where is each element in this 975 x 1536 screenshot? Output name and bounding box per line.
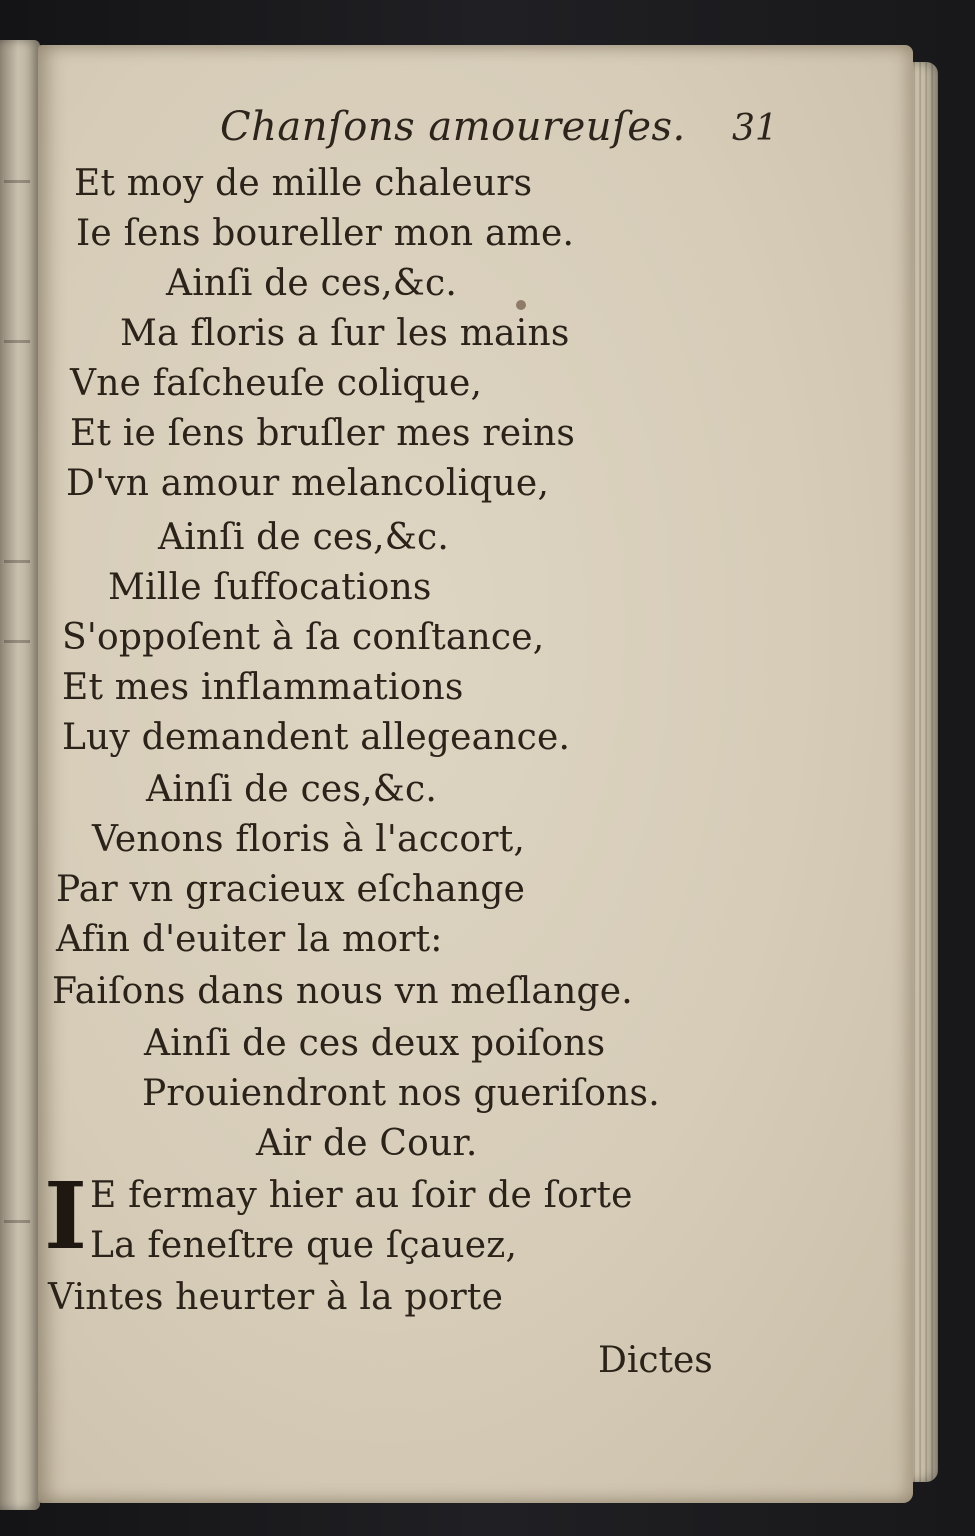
verse-line: Luy demandent allegeance.: [62, 717, 571, 758]
verse-line: S'oppoſent à ſa conſtance,: [62, 617, 545, 658]
facing-page-edge: [0, 40, 40, 1510]
refrain-line: Ainſi de ces,&c.: [158, 517, 450, 558]
running-title: Chanſons amoureuſes.: [220, 104, 686, 150]
verse-line: Prouiendront nos gueriſons.: [142, 1073, 660, 1114]
verse-line: Ie ſens boureller mon ame.: [76, 213, 575, 254]
song-heading: Air de Cour.: [256, 1123, 478, 1164]
verse-line: D'vn amour melancolique,: [66, 463, 550, 504]
verse-line: Faiſons dans nous vn meſlange.: [52, 971, 633, 1012]
catchword: Dictes: [598, 1340, 713, 1381]
verse-line: Venons floris à l'accort,: [92, 819, 526, 860]
verse-line: Et moy de mille chaleurs: [74, 163, 533, 204]
verse-line: La feneſtre que ſçauez,: [90, 1225, 518, 1266]
verse-line: Vintes heurter à la porte: [48, 1277, 504, 1318]
verse-line: Vne faſcheuſe colique,: [70, 363, 483, 404]
verse-line: Afin d'euiter la mort:: [56, 919, 443, 960]
verse-line: Et ie ſens bruſler mes reins: [70, 413, 576, 454]
drop-cap: I: [44, 1162, 88, 1270]
verse-line: E fermay hier au ſoir de ſorte: [90, 1175, 633, 1216]
verse-line: Ma floris a ſur les mains: [120, 313, 570, 354]
verse-line: Mille ſuffocations: [108, 567, 432, 608]
verse-line: Et mes inflammations: [62, 667, 464, 708]
refrain-line: Ainſi de ces,&c.: [146, 769, 438, 810]
verse-line: Ainſi de ces deux poiſons: [144, 1023, 606, 1064]
refrain-line: Ainſi de ces,&c.: [166, 263, 458, 304]
verse-line: Par vn gracieux eſchange: [56, 869, 526, 910]
page-number: 31: [732, 108, 778, 149]
ink-spot: [516, 300, 526, 310]
